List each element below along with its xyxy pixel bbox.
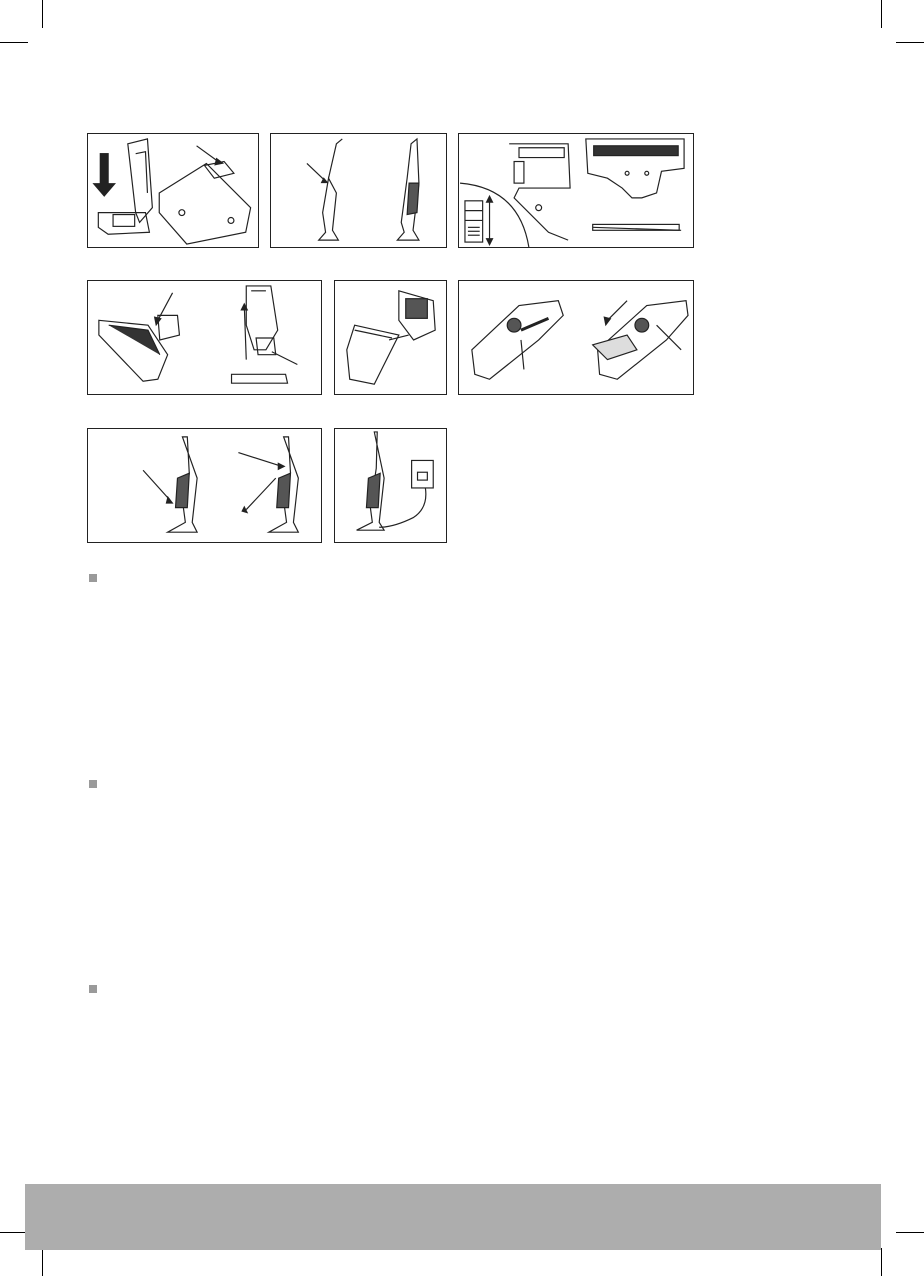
- figure-charging-with-adapter: [334, 428, 447, 543]
- crop-mark: [896, 42, 924, 43]
- figure-empty-dust-container: [334, 280, 447, 395]
- crop-mark: [0, 1232, 28, 1233]
- section-bullet: [89, 574, 97, 582]
- figure-release-handheld-unit: [458, 280, 694, 395]
- figure-attach-floor-brush: [87, 280, 322, 395]
- section-bullet: [89, 780, 97, 788]
- figure-assemble-handle-to-vacuum: [270, 133, 447, 248]
- crop-mark: [881, 1248, 882, 1276]
- figure-brush-head-cleaning: [458, 133, 694, 248]
- crop-mark: [0, 42, 28, 43]
- crop-mark: [881, 0, 882, 28]
- section-bullet: [89, 985, 97, 993]
- figure-docking-into-charging-base: [87, 133, 259, 248]
- footer-text: [25, 1184, 881, 1250]
- footer-bar: [25, 1184, 881, 1250]
- figure-power-switch-positions: [87, 428, 322, 543]
- crop-mark: [42, 0, 43, 28]
- crop-mark: [896, 1232, 924, 1233]
- crop-mark: [42, 1248, 43, 1276]
